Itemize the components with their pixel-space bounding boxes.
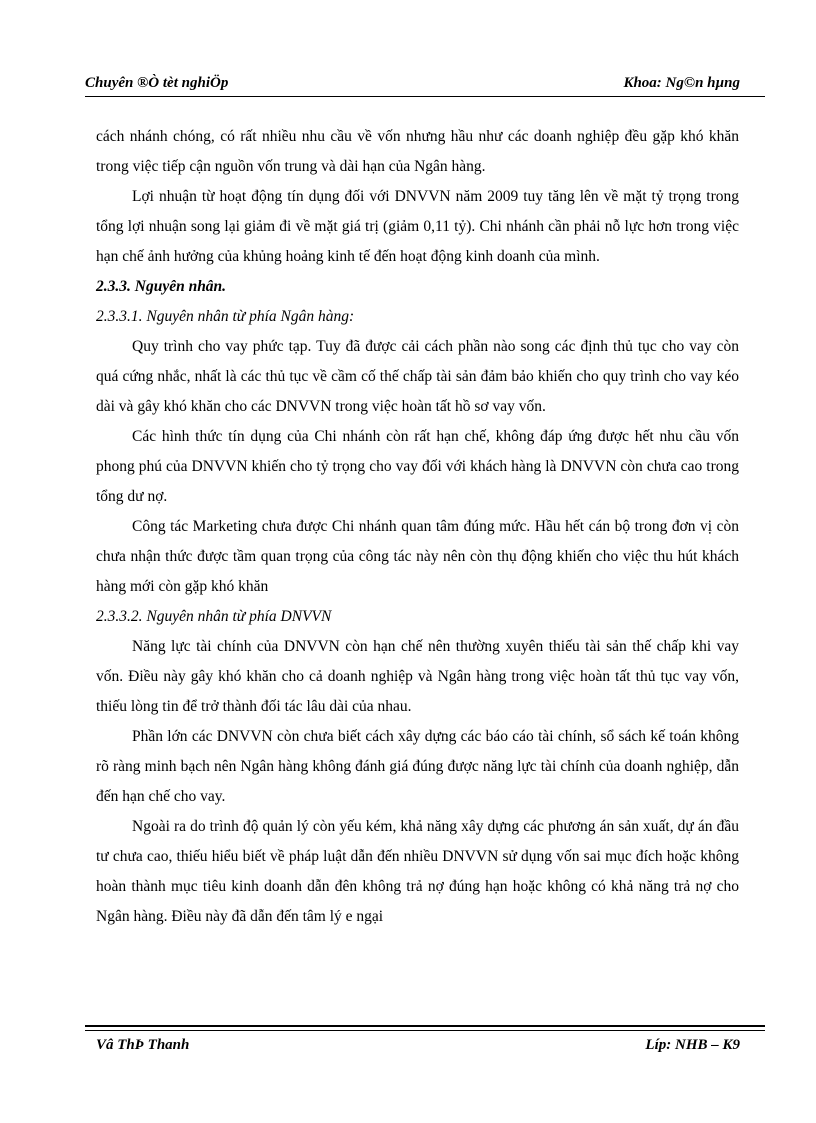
paragraph-financial-reports: Phần lớn các DNVVN còn chưa biết cách xây dựng các báo cáo tài chính, sổ sách kế toán không rõ ràng minh bạch nên Ngân hàng không đánh giá đúng được năng lực tài chính của doanh nghiệp, dẫn đến hạn chế cho vay.: [96, 728, 739, 805]
header-thesis-title: Chuyên ®Ò tèt nghiÖp: [85, 75, 229, 91]
paragraph-continuation: cách nhánh chóng, có rất nhiều nhu cầu về vốn nhưng hầu như các doanh nghiệp đều gặp khó khăn trong việc tiếp cận nguồn vốn trung và dài hạn của Ngân hàng.: [96, 128, 739, 175]
paragraph-credit-forms: Các hình thức tín dụng của Chi nhánh còn rất hạn chế, không đáp ứng được hết nhu cầu vốn phong phú của DNVVN khiến cho tỷ trọng cho vay đối với khách hàng là DNVVN còn chưa cao trong tổng dư nợ.: [96, 428, 739, 505]
document-body: [96, 122, 739, 932]
footer-class: Líp: NHB – K9: [645, 1036, 740, 1053]
footer-divider-top: [85, 1025, 765, 1027]
footer-divider-bottom: [85, 1030, 765, 1031]
header-faculty: Khoa: Ng©n hµng: [623, 75, 740, 91]
subsection-heading-2-3-3-1: 2.3.3.1. Nguyên nhân từ phía Ngân hàng:: [96, 308, 355, 325]
header-divider: [85, 96, 765, 97]
paragraph-marketing: Công tác Marketing chưa được Chi nhánh quan tâm đúng mức. Hầu hết cán bộ trong đơn vị còn chưa nhận thức được tầm quan trọng của công tác này nên còn thụ động khiến cho việc thu hút khách hàng mới còn gặp khó khăn: [96, 518, 739, 595]
paragraph-profit: Lợi nhuận từ hoạt động tín dụng đối với DNVVN năm 2009 tuy tăng lên về mặt tỷ trọng trong tổng lợi nhuận song lại giảm đi về mặt giá trị (giảm 0,11 tỷ). Chi nhánh cần phải nỗ lực hơn trong việc hạn chế ảnh hưởng của khủng hoảng kinh tế đến hoạt động kinh doanh của mình.: [96, 188, 739, 265]
subsection-heading-2-3-3-2: 2.3.3.2. Nguyên nhân từ phía DNVVN: [96, 608, 332, 625]
page-header: [85, 70, 740, 92]
section-heading-2-3-3: 2.3.3. Nguyên nhân.: [96, 278, 227, 295]
paragraph-financial-capacity: Năng lực tài chính của DNVVN còn hạn chế nên thường xuyên thiếu tài sản thế chấp khi vay vốn. Điều này gây khó khăn cho cả doanh nghiệp và Ngân hàng trong việc hoàn tất thủ tục vay vốn, thiếu lòng tin để trở thành đối tác lâu dài của nhau.: [96, 638, 739, 715]
page-footer: [96, 1034, 740, 1056]
paragraph-management: Ngoài ra do trình độ quản lý còn yếu kém, khả năng xây dựng các phương án sản xuất, dự án đầu tư chưa cao, thiếu hiểu biết về pháp luật dẫn đến nhiều DNVVN sử dụng vốn sai mục đích hoặc không hoàn thành mục tiêu kinh doanh dẫn đên không trả nợ đúng hạn hoặc không có khả năng trả nợ cho Ngân hàng. Điều này đã dẫn đến tâm lý e ngại: [96, 818, 739, 925]
footer-author: Vâ ThÞ Thanh: [96, 1036, 190, 1053]
paragraph-procedure: Quy trình cho vay phức tạp. Tuy đã được cải cách phần nào song các định thủ tục cho vay còn quá cứng nhắc, nhất là các thủ tục về cầm cố thế chấp tài sản đảm bảo khiến cho quy trình cho vay kéo dài và gây khó khăn cho các DNVVN trong việc hoàn tất hồ sơ vay vốn.: [96, 338, 739, 415]
